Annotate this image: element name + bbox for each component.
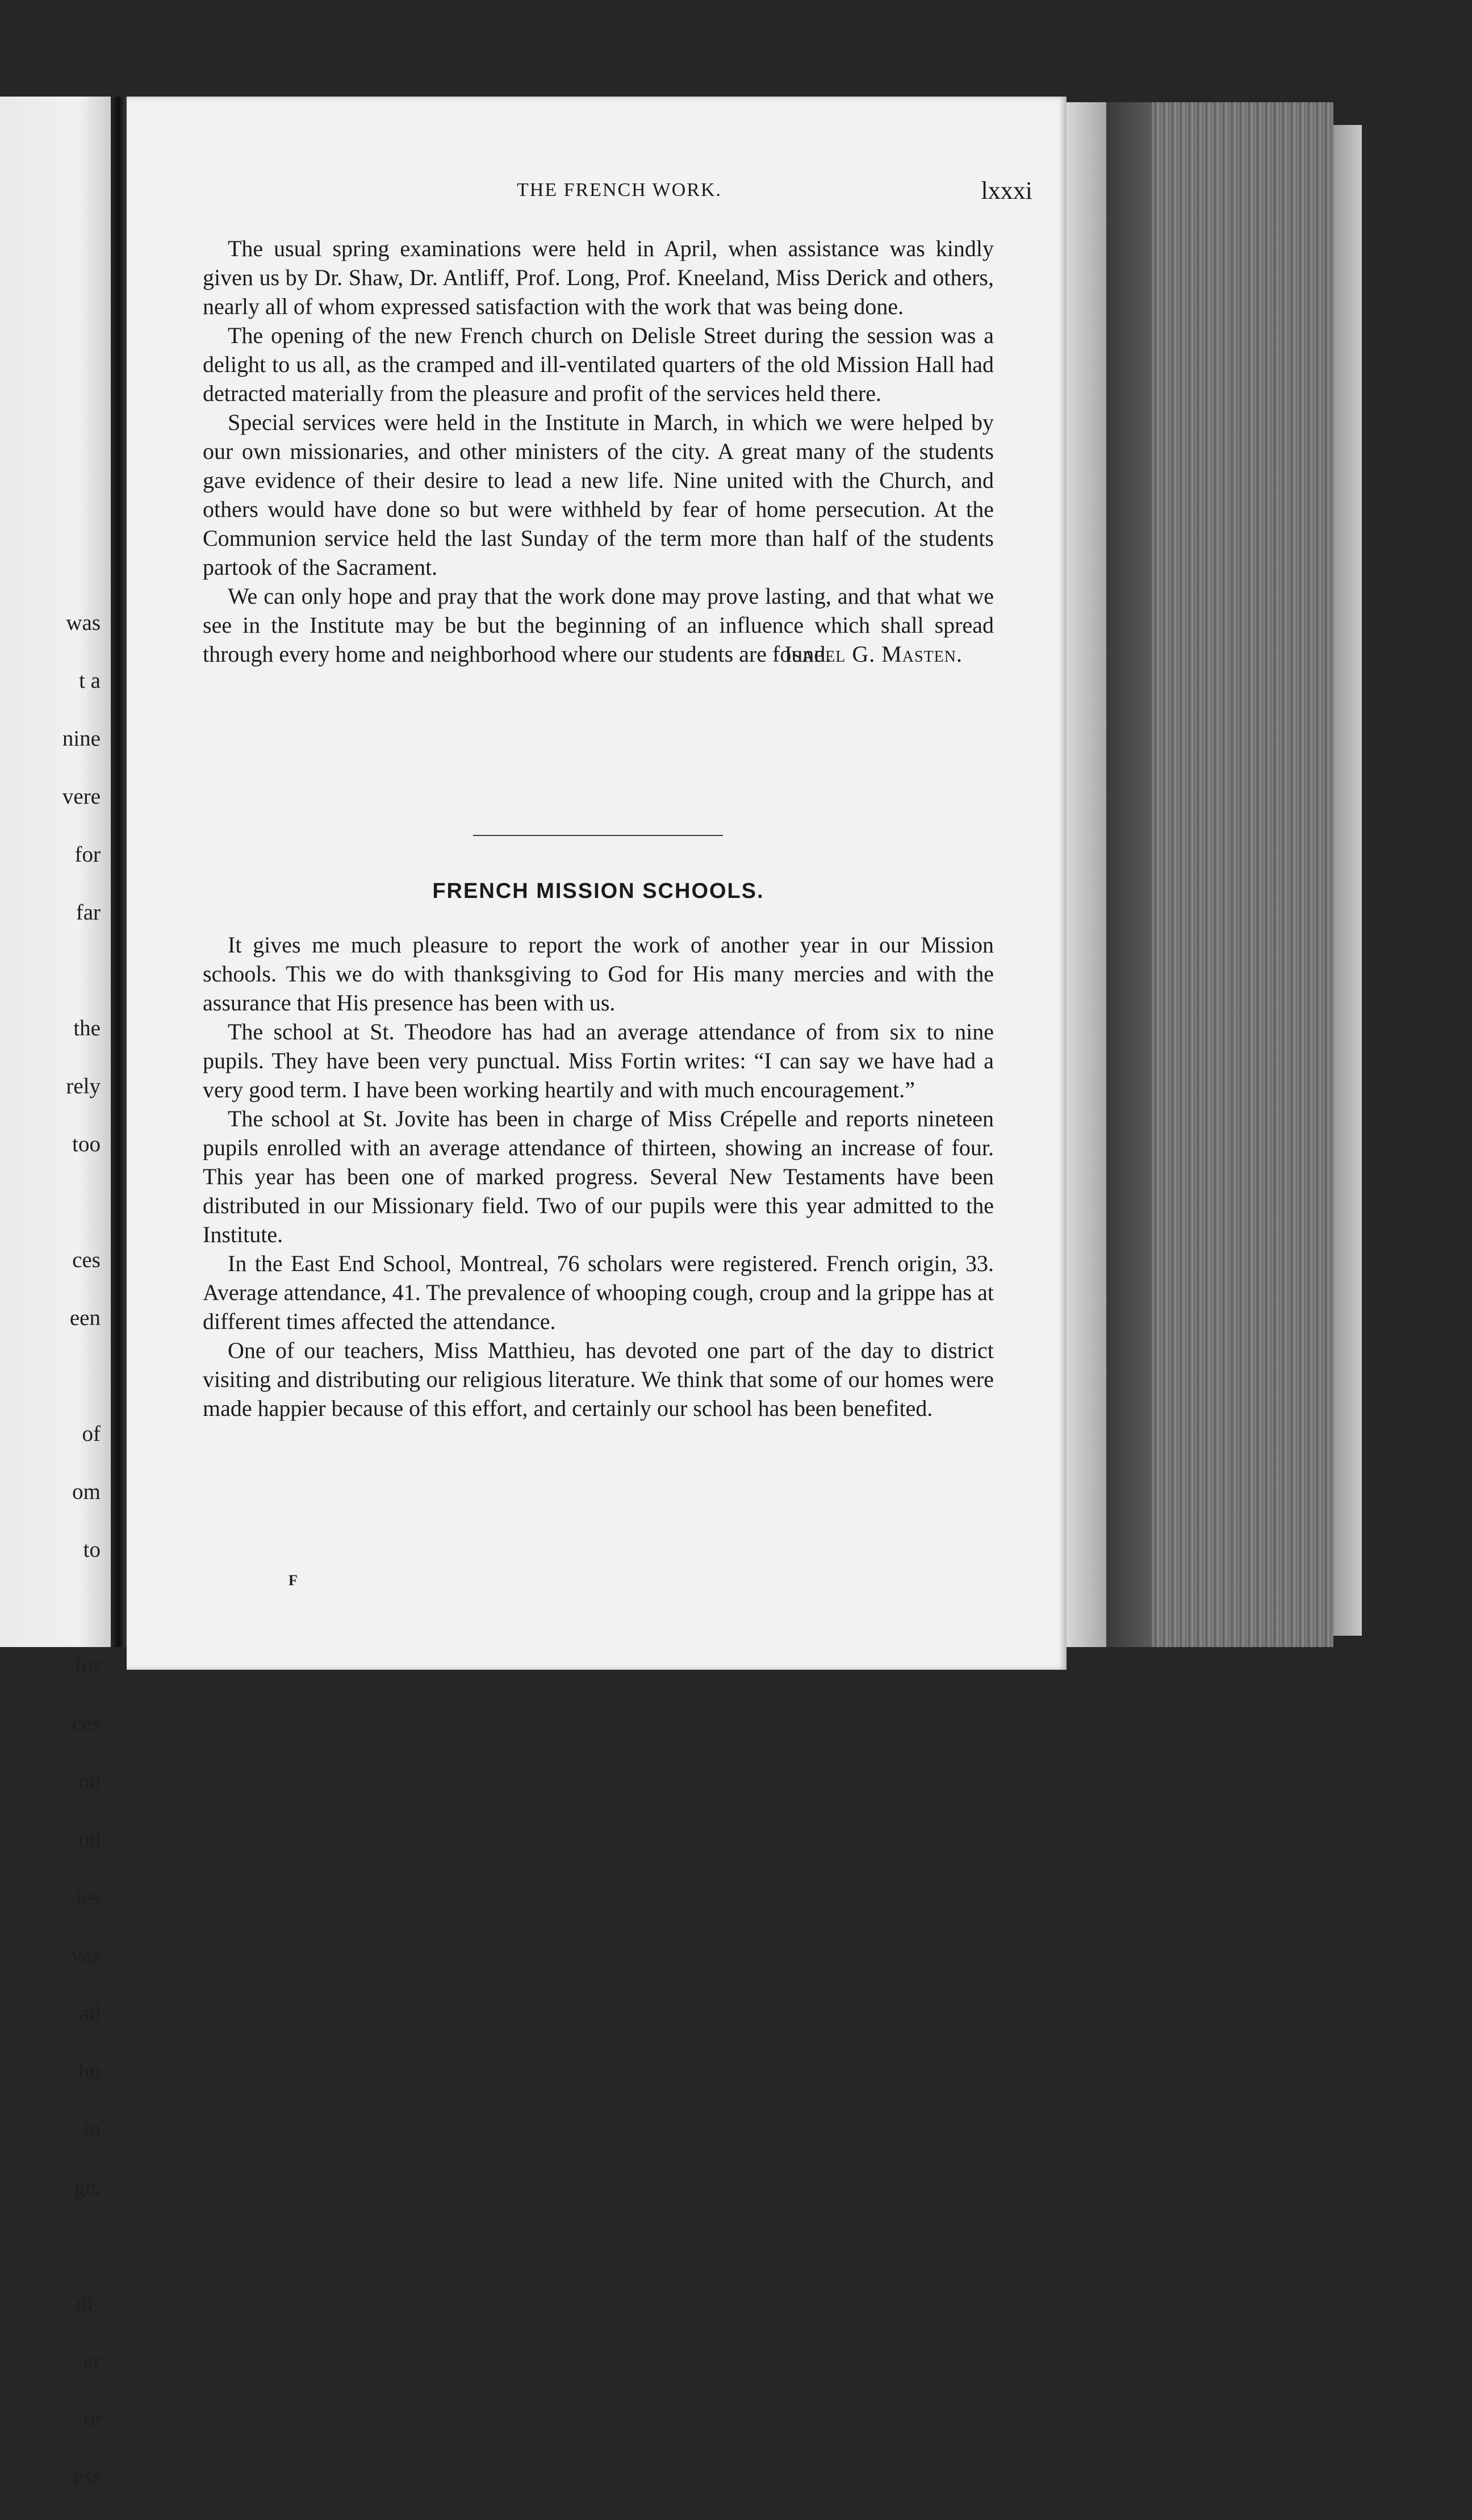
report-section-french-work [203,234,994,668]
line-fragment: for [74,842,101,867]
paragraph: The school at St. Theodore has had an average attendance of from six to nine pupils. They have been very punctual. Miss Fortin writes: “I can say we have had a very good term. I have been working heartily and with much encouragement.” [203,1019,994,1102]
line-fragment: too [72,1132,101,1156]
section-heading: FRENCH MISSION SCHOOLS. [432,879,764,903]
line-fragment: was [66,611,101,635]
line-fragment: om [72,1480,101,1504]
line-fragment: ho [78,2059,101,2083]
book-page-edges [1152,102,1333,1647]
section-divider [473,835,723,836]
line-fragment: ies [76,1885,101,1909]
paragraph: The opening of the new French church on Delisle Street during the session was a delight to us all, as the cramped and ill-ventilated quarters of the old Mission Hall had detracted materially from the pleasure and profit of the services held there. [203,323,994,406]
line-fragment: nd [78,1769,101,1794]
report-section-mission-schools [203,930,994,1423]
line-fragment: ess [73,2464,101,2489]
page-edge-shadow [1106,102,1152,1647]
page-edge-highlight [1067,102,1106,1647]
previous-page [0,97,111,2489]
book-page [127,97,1067,1670]
running-title: THE FRENCH WORK. [517,179,722,200]
line-fragment: ad [80,2001,101,2025]
line-fragment: of [82,1422,101,1446]
line-fragment: nine [62,726,101,751]
line-fragment: vas [71,1943,101,1967]
line-fragment: ni- [76,2291,101,2315]
line-fragment: for [74,1653,101,1678]
line-fragment: far [76,900,101,925]
line-fragment: nd [78,1827,101,1852]
line-fragment: ge, [74,2175,101,2199]
page-number: lxxxi [981,177,1032,204]
paragraph: Special services were held in the Institute in March, in which we were helped by our own missionaries, and other ministers of the city. A great many of the students gave evidence of their desire to lead a new life. Nine united with the Church, and others would have done so but were withheld by fear of home persecution. At the Communion service held the last Sunday of the term more than half of the students partook of the Sacrament. [203,409,994,580]
book-cover-edge [1333,125,1362,1636]
line-fragment: re [83,2406,101,2431]
author-signature: Isabel G. Masten. [784,641,963,667]
line-fragment: vere [62,784,101,809]
previous-page-text [40,579,101,2520]
line-fragment: er [83,2348,101,2373]
paragraph: It gives me much pleasure to report the work of another year in our Mission schools. This we do with thanksgiving to God for His many mercies and with the assurance that His presence has been with us. [203,932,994,1015]
line-fragment: t a [79,668,101,693]
line-fragment: ces [72,1248,101,1272]
line-fragment: een [69,1306,101,1330]
paragraph: One of our teachers, Miss Matthieu, has devoted one part of the day to district visiting and distributing our religious literature. We think that some of our homes were made happier because of this effort, and certainly our school has been benefited. [203,1338,994,1421]
paragraph: We can only hope and pray that the work done may prove lasting, and that what we see in the Institute may be but the beginning of an influence which shall spread through every home and neighborhood where our students are found. [203,583,994,667]
book-gutter [111,97,127,1647]
line-fragment: to [83,1537,101,1562]
line-fragment: ces [72,1711,101,1736]
line-fragment: rely [66,1074,101,1098]
paragraph: The school at St. Jovite has been in charge of Miss Crépelle and reports nineteen pupils enrolled with an average attendance of thirteen, showing an increase of four. This year has been one of marked progress. Several New Testaments have been distributed in our Missionary field. Two of our pupils were this year admitted to the Institute. [203,1106,994,1247]
page-header [206,176,1032,210]
paragraph: In the East End School, Montreal, 76 scholars were registered. French origin, 33. Average attendance, 41. The prevalence of whooping cough, croup and la grippe has at different times affected the attendance. [203,1251,994,1334]
line-fragment: the [73,1016,101,1040]
printer-signature-mark: F [288,1572,298,1589]
line-fragment: in [83,2117,101,2141]
paragraph: The usual spring examinations were held in April, when assistance was kindly given us by Dr. Shaw, Dr. Antliff, Prof. Long, Prof. Kneeland, Miss Derick and others, nearly all of whom expressed satisfaction with the work that was being done. [203,236,994,319]
